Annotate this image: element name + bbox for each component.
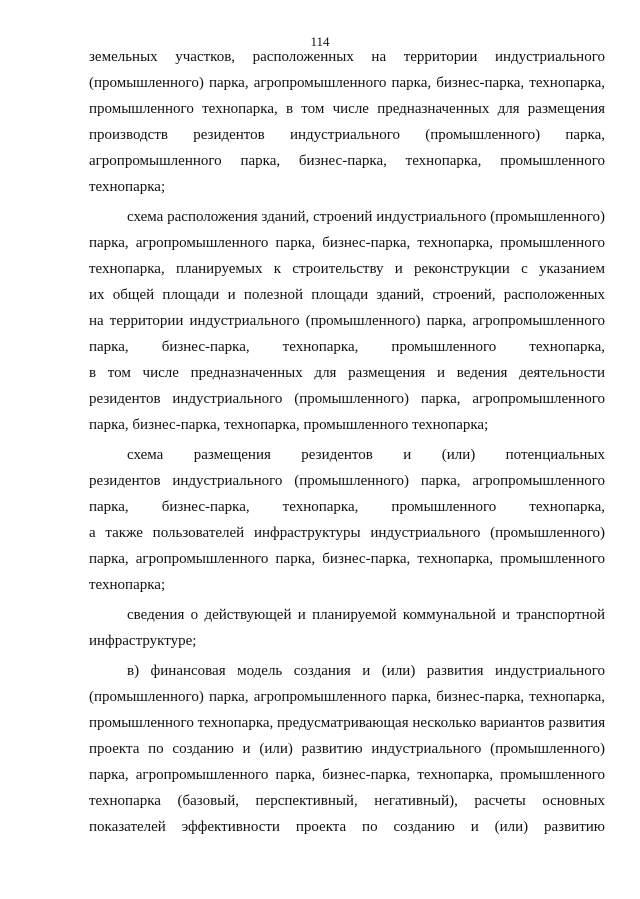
text-line: производств резидентов индустриального (промышленного) парка, xyxy=(89,127,605,143)
text-line: технопарка, планируемых к строительству и реконструкции с указанием xyxy=(89,261,605,277)
text-line: в том числе предназначенных для размещения и ведения деятельности xyxy=(89,365,605,381)
text-line: схема размещения резидентов и (или) потенциальных xyxy=(127,447,605,463)
text-line: сведения о действующей и планируемой коммунальной и транспортной xyxy=(127,607,605,623)
text-line: парка, бизнес-парка, технопарка, промышленного технопарка; xyxy=(89,417,489,433)
text-line: (промышленного) парка, агропромышленного парка, бизнес-парка, технопарка, xyxy=(89,75,605,91)
text-line: парка, агропромышленного парка, бизнес-парка, технопарка, промышленного xyxy=(89,235,605,251)
text-line: (промышленного) парка, агропромышленного парка, бизнес-парка, технопарка, xyxy=(89,689,605,705)
text-line: технопарка; xyxy=(89,577,166,593)
text-line: резидентов индустриального (промышленного) парка, агропромышленного xyxy=(89,391,605,407)
text-line: инфраструктуре; xyxy=(89,633,197,649)
text-line: технопарка (базовый, перспективный, негативный), расчеты основных xyxy=(89,793,605,809)
text-line: парка, агропромышленного парка, бизнес-парка, технопарка, промышленного xyxy=(89,767,605,783)
document-body xyxy=(89,50,605,846)
text-line: показателей эффективности проекта по созданию и (или) развитию xyxy=(89,819,605,835)
text-line: парка, бизнес-парка, технопарка, промышленного технопарка, xyxy=(89,499,605,515)
text-line: технопарка; xyxy=(89,179,166,195)
text-line: их общей площади и полезной площади зданий, строений, расположенных xyxy=(89,287,605,303)
text-line: земельных участков, расположенных на территории индустриального xyxy=(89,49,605,65)
text-line: проекта по созданию и (или) развитию индустриального (промышленного) xyxy=(89,741,605,757)
text-line: парка, бизнес-парка, технопарка, промышленного технопарка, xyxy=(89,339,605,355)
text-line: на территории индустриального (промышленного) парка, агропромышленного xyxy=(89,313,605,329)
text-line: а также пользователей инфраструктуры индустриального (промышленного) xyxy=(89,525,605,541)
text-line: схема расположения зданий, строений индустриального (промышленного) xyxy=(127,209,605,225)
text-line: промышленного технопарка, предусматривающая несколько вариантов развития xyxy=(89,715,606,731)
page-number: 114 xyxy=(310,34,330,49)
text-line: парка, агропромышленного парка, бизнес-парка, технопарка, промышленного xyxy=(89,551,605,567)
text-line: агропромышленного парка, бизнес-парка, технопарка, промышленного xyxy=(89,153,605,169)
text-line: резидентов индустриального (промышленного) парка, агропромышленного xyxy=(89,473,605,489)
text-line: в) финансовая модель создания и (или) развития индустриального xyxy=(127,663,605,679)
text-line: промышленного технопарка, в том числе предназначенных для размещения xyxy=(89,101,605,117)
